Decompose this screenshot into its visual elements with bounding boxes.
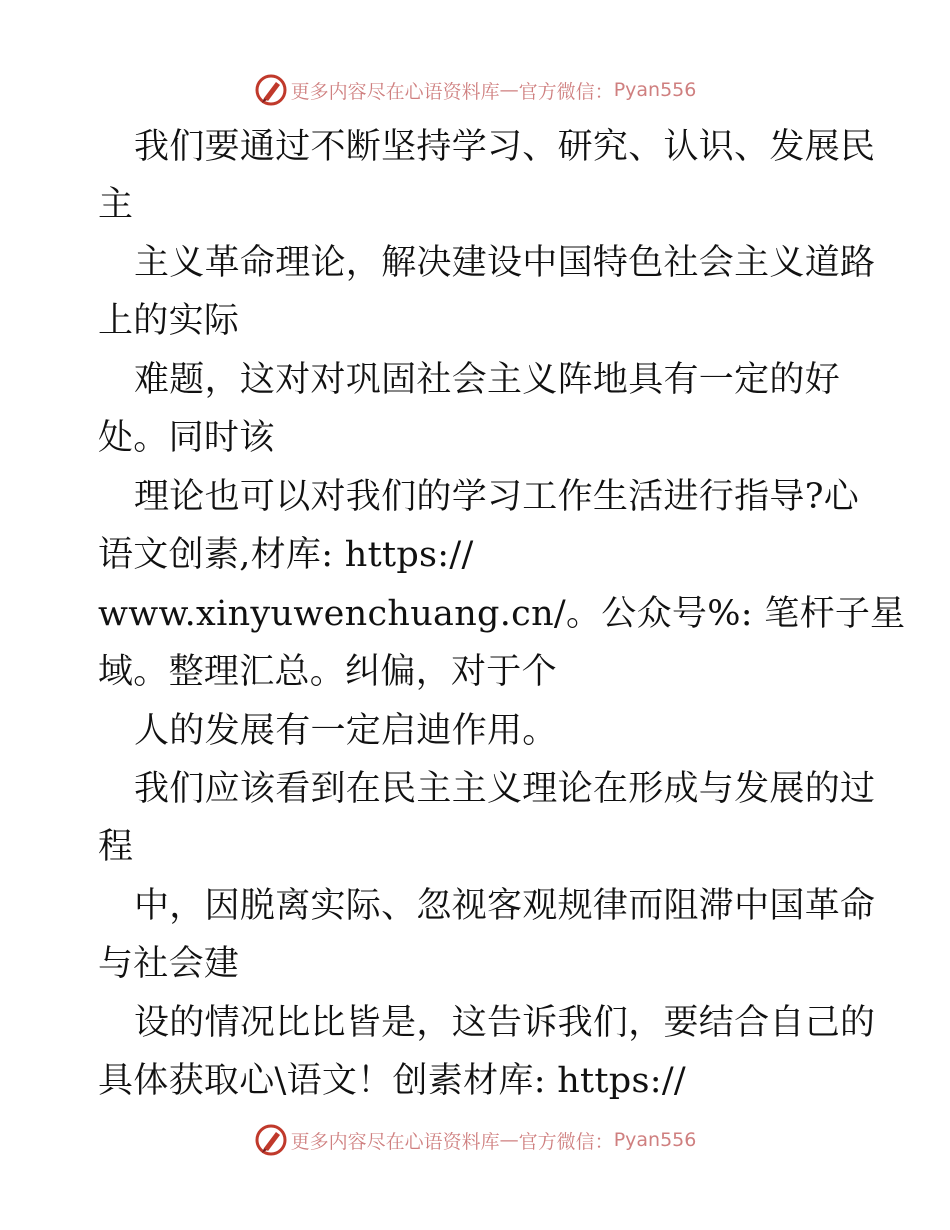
watermark-contact-id: Pyan556	[613, 1129, 697, 1151]
watermark-contact-label: 官方微信：	[518, 1130, 614, 1153]
body-line: 主义革命理论，解决建设中国特色社会主义道路	[134, 243, 876, 283]
body-line: 理论也可以对我们的学习工作生活进行指导?心	[134, 477, 860, 517]
pen-logo-icon	[254, 73, 288, 107]
body-line: 具体获取心\语文！创素材库: https://	[98, 1061, 687, 1101]
body-line: 设的情况比比皆是，这告诉我们，要结合自己的	[134, 1003, 876, 1043]
pen-logo-icon	[254, 1123, 288, 1157]
body-line: 语文创素,材库: https://	[98, 535, 474, 575]
body-line: 处。同时该	[98, 418, 275, 458]
body-line: 人的发展有一定启迪作用。	[134, 711, 558, 751]
watermark-text: 更多内容尽在心语资料库	[290, 1130, 500, 1153]
footer-watermark	[0, 1120, 950, 1160]
body-line: 主	[98, 185, 134, 225]
body-line: 我们要通过不断坚持学习、研究、认识、发展民	[134, 127, 876, 167]
watermark-text: 更多内容尽在心语资料库	[290, 80, 500, 103]
header-watermark	[0, 70, 950, 110]
watermark-contact-id: Pyan556	[613, 79, 697, 101]
watermark-separator: —	[499, 79, 519, 101]
body-line: 与社会建	[98, 944, 240, 984]
body-line: 程	[98, 827, 134, 867]
body-line: 中，因脱离实际、忽视客观规律而阻滞中国革命	[134, 886, 876, 926]
watermark-contact-label: 官方微信：	[518, 80, 614, 103]
watermark-separator: —	[499, 1129, 519, 1151]
body-line: 域。整理汇总。纠偏，对于个	[98, 652, 557, 692]
body-line: www.xinyuwenchuang.cn/。公众号%: 笔杆子星	[98, 594, 906, 634]
body-line: 难题，这对对巩固社会主义阵地具有一定的好	[134, 360, 841, 400]
body-line: 我们应该看到在民主主义理论在形成与发展的过	[134, 769, 876, 809]
body-line: 上的实际	[98, 301, 240, 341]
